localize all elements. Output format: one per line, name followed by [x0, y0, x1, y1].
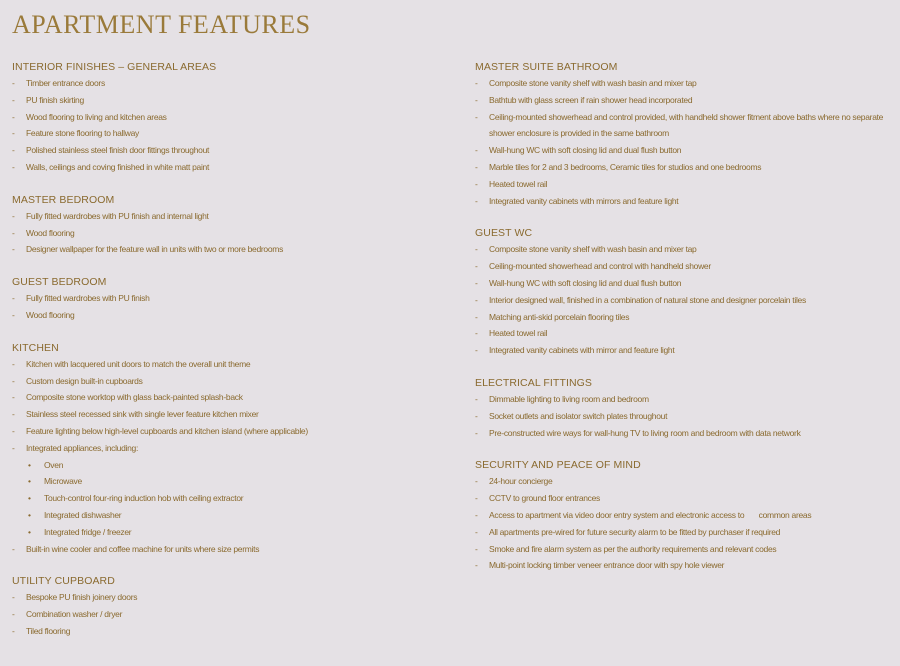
section-heading: MASTER SUITE BATHROOM [475, 61, 618, 73]
list-item: - 24-hour concierge [475, 473, 890, 490]
section-heading: GUEST BEDROOM [12, 276, 107, 289]
list-item: - Integrated vanity cabinets with mirrors and feature light [475, 193, 890, 210]
list-item: - Tiled flooring [12, 623, 452, 640]
list-item: - Designer wallpaper for the feature wall in units with two or more bedrooms [12, 241, 452, 258]
section-heading: GUEST WC [475, 227, 533, 240]
list-item: - Combination washer / dryer [12, 606, 452, 623]
section-guest-bedroom [12, 274, 452, 324]
list-item: - Matching anti-skid porcelain flooring tiles [475, 309, 890, 326]
list-item: - Heated towel rail [475, 176, 890, 193]
list-item: - All apartments pre-wired for future security alarm to be fitted by purchaser if required [475, 524, 890, 541]
feature-list [12, 75, 452, 176]
list-item: - Multi-point locking timber veneer entrance door with spy hole viewer [475, 557, 890, 574]
list-item: - Kitchen with lacquered unit doors to match the overall unit theme [12, 356, 452, 373]
list-item: - Custom design built-in cupboards [12, 373, 452, 390]
list-item: - Dimmable lighting to living room and bedroom [475, 391, 890, 408]
section-kitchen [12, 340, 452, 558]
list-item: - CCTV to ground floor entrances [475, 490, 890, 507]
list-item: - Access to apartment via video door entry system and electronic access to common areas [475, 507, 890, 524]
list-item: - Stainless steel recessed sink with single lever feature kitchen mixer [12, 406, 452, 423]
list-item: - Wood flooring to living and kitchen areas [12, 109, 452, 126]
section-heading: ELECTRICAL FITTINGS [475, 376, 593, 389]
list-item: - Fully fitted wardrobes with PU finish and internal light [12, 208, 452, 225]
section-electrical-fittings [475, 375, 890, 441]
feature-list [12, 208, 452, 258]
section-heading: INTERIOR FINISHES – GENERAL AREAS [12, 61, 217, 73]
list-item: - Pre-constructed wire ways for wall-hung TV to living room and bedroom with data network [475, 425, 890, 442]
feature-list [475, 473, 890, 574]
list-item: - PU finish skirting [12, 92, 452, 109]
sub-list-item: • Touch-control four-ring induction hob with ceiling extractor [12, 490, 452, 507]
list-item: - Heated towel rail [475, 325, 890, 342]
section-heading: UTILITY CUPBOARD [12, 575, 115, 588]
section-security [475, 457, 890, 574]
feature-list [475, 391, 890, 441]
list-item: - Wood flooring [12, 307, 452, 324]
list-item: - Integrated appliances, including: [12, 440, 452, 457]
feature-list [12, 589, 452, 639]
list-item: - Feature stone flooring to hallway [12, 125, 452, 142]
feature-list [12, 356, 452, 558]
list-item: - Wall-hung WC with soft closing lid and dual flush button [475, 142, 890, 159]
list-item: - Timber entrance doors [12, 75, 452, 92]
left-column [12, 59, 452, 656]
list-item: - Fully fitted wardrobes with PU finish [12, 290, 452, 307]
list-item: - Composite stone vanity shelf with wash basin and mixer tap [475, 241, 890, 258]
section-heading: KITCHEN [12, 341, 59, 354]
feature-list [12, 290, 452, 324]
section-guest-wc [475, 225, 890, 359]
list-item: - Interior designed wall, finished in a combination of natural stone and designer porcelain tiles [475, 292, 890, 309]
section-utility-cupboard [12, 573, 452, 639]
section-master-suite-bathroom [475, 59, 890, 209]
list-item: - Integrated vanity cabinets with mirror and feature light [475, 342, 890, 359]
list-item: - Wood flooring [12, 225, 452, 242]
feature-list [475, 241, 890, 359]
feature-list [475, 75, 890, 209]
list-item: - Bespoke PU finish joinery doors [12, 589, 452, 606]
list-item: - Composite stone vanity shelf with wash basin and mixer tap [475, 75, 890, 92]
list-item: - Wall-hung WC with soft closing lid and dual flush button [475, 275, 890, 292]
sub-list-item: • Oven [12, 457, 452, 474]
list-item: - Feature lighting below high-level cupboards and kitchen island (where applicable) [12, 423, 452, 440]
list-item: - Walls, ceilings and coving finished in white matt paint [12, 159, 452, 176]
list-item: - Ceiling-mounted showerhead and control with handheld shower [475, 258, 890, 275]
section-interior-finishes [12, 59, 452, 176]
list-item: - Marble tiles for 2 and 3 bedrooms, Ceramic tiles for studios and one bedrooms [475, 159, 890, 176]
right-column [475, 59, 890, 590]
sub-list-item: • Integrated dishwasher [12, 507, 452, 524]
list-item: - Bathtub with glass screen if rain shower head incorporated [475, 92, 890, 109]
list-item: - Built-in wine cooler and coffee machine for units where size permits [12, 541, 452, 558]
section-heading: SECURITY AND PEACE OF MIND [475, 459, 641, 472]
sub-list-item: • Microwave [12, 473, 452, 490]
list-item: - Ceiling-mounted showerhead and control provided, with handheld shower fitment above baths where no separate shower enclosure is provided in the same bathroom [475, 109, 890, 143]
list-item: - Polished stainless steel finish door fittings throughout [12, 142, 452, 159]
section-master-bedroom [12, 192, 452, 258]
list-item: - Smoke and fire alarm system as per the authority requirements and relevant codes [475, 541, 890, 558]
section-heading: MASTER BEDROOM [12, 193, 115, 206]
page-title: APARTMENT FEATURES [12, 10, 311, 39]
list-item: - Composite stone worktop with glass back-painted splash-back [12, 389, 452, 406]
sub-list-item: • Integrated fridge / freezer [12, 524, 452, 541]
list-item: - Socket outlets and isolator switch plates throughout [475, 408, 890, 425]
